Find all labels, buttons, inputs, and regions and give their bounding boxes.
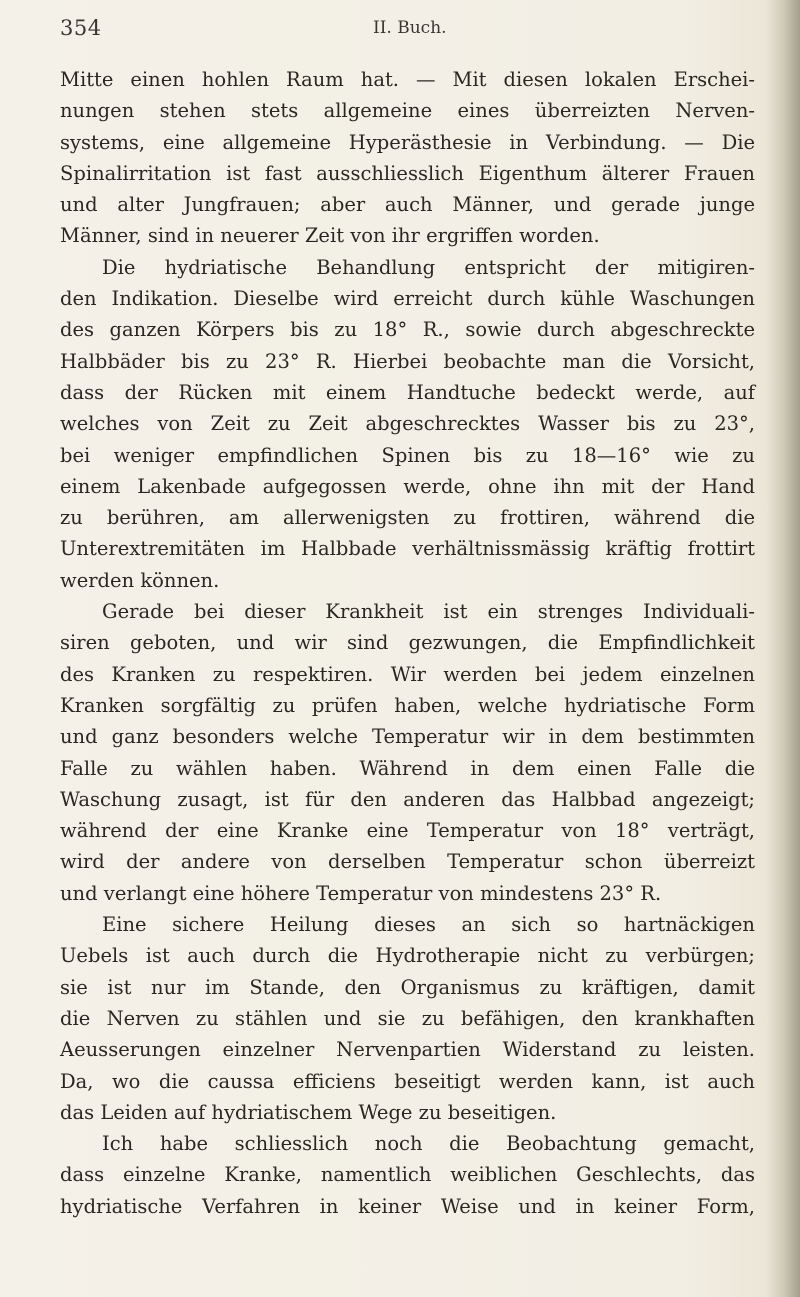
text-line: bei weniger empfindlichen Spinen bis zu 18—16° wie zu: [60, 443, 755, 467]
text-line: des ganzen Körpers bis zu 18° R., sowie durch abgeschreckte: [60, 318, 755, 342]
text-line: systems, eine allgemeine Hyperästhesie in Verbindung. — Die: [60, 130, 755, 154]
text-line: das Leiden auf hydriatischem Wege zu beseitigen.: [60, 1100, 557, 1124]
page-number: 354: [60, 16, 102, 40]
text-line: werden können.: [60, 568, 220, 592]
text-line: des Kranken zu respektiren. Wir werden bei jedem einzelnen: [60, 662, 755, 686]
text-line: Aeusserungen einzelner Nervenpartien Widerstand zu leisten.: [60, 1038, 755, 1062]
body-text: [60, 64, 755, 1222]
text-line: nungen stehen stets allgemeine eines überreizten Nerven-: [60, 99, 755, 123]
text-line: Unterextremitäten im Halbbade verhältnissmässig kräftig frottirt: [60, 537, 755, 561]
page-header: [60, 16, 760, 46]
text-line: und alter Jungfrauen; aber auch Männer, und gerade junge: [60, 193, 755, 217]
text-line: einem Lakenbade aufgegossen werde, ohne ihn mit der Hand: [60, 474, 755, 498]
text-line: den Indikation. Dieselbe wird erreicht durch kühle Waschungen: [60, 287, 755, 311]
text-line: die Nerven zu stählen und sie zu befähigen, den krankhaften: [60, 1006, 755, 1030]
text-line: und verlangt eine höhere Temperatur von mindestens 23° R.: [60, 881, 662, 905]
text-line: hydriatische Verfahren in keiner Weise und in keiner Form,: [60, 1194, 755, 1218]
text-line: Gerade bei dieser Krankheit ist ein strenges Individuali-: [102, 600, 755, 624]
text-line: Mitte einen hohlen Raum hat. — Mit diesen lokalen Erschei-: [60, 68, 755, 91]
text-line: Halbbäder bis zu 23° R. Hierbei beobachte man die Vorsicht,: [60, 349, 755, 373]
text-line: Falle zu wählen haben. Während in dem einen Falle die: [60, 756, 755, 780]
text-line: zu berühren, am allerwenigsten zu frottiren, während die: [60, 506, 755, 530]
text-line: Männer, sind in neuerer Zeit von ihr ergriffen worden.: [60, 224, 600, 248]
text-line: Spinalirritation ist fast ausschliesslich Eigenthum älterer Frauen: [60, 161, 755, 185]
text-line: Ich habe schliesslich noch die Beobachtung gemacht,: [102, 1132, 755, 1156]
text-line: Eine sichere Heilung dieses an sich so hartnäckigen: [102, 913, 755, 937]
text-line: dass einzelne Kranke, namentlich weiblichen Geschlechts, das: [60, 1163, 755, 1187]
text-line: sie ist nur im Stande, den Organismus zu kräftigen, damit: [60, 975, 755, 999]
running-head: II. Buch.: [373, 18, 447, 38]
text-line: wird der andere von derselben Temperatur schon überreizt: [60, 850, 755, 874]
text-line: Da, wo die caussa efficiens beseitigt werden kann, ist auch: [60, 1069, 755, 1093]
text-line: Kranken sorgfältig zu prüfen haben, welche hydriatische Form: [60, 693, 755, 717]
text-line: siren geboten, und wir sind gezwungen, die Empfindlichkeit: [60, 631, 755, 655]
text-line: dass der Rücken mit einem Handtuche bedeckt werde, auf: [60, 380, 755, 404]
text-line: Waschung zusagt, ist für den anderen das Halbbad angezeigt;: [60, 787, 755, 811]
text-line: während der eine Kranke eine Temperatur von 18° verträgt,: [60, 819, 755, 843]
page-edge-shadow: [766, 0, 800, 1297]
text-line: Uebels ist auch durch die Hydrotherapie nicht zu verbürgen;: [60, 944, 755, 968]
text-line: und ganz besonders welche Temperatur wir in dem bestimmten: [60, 725, 755, 749]
text-line: welches von Zeit zu Zeit abgeschrecktes Wasser bis zu 23°,: [60, 412, 755, 436]
text-line: Die hydriatische Behandlung entspricht der mitigiren-: [102, 255, 755, 279]
